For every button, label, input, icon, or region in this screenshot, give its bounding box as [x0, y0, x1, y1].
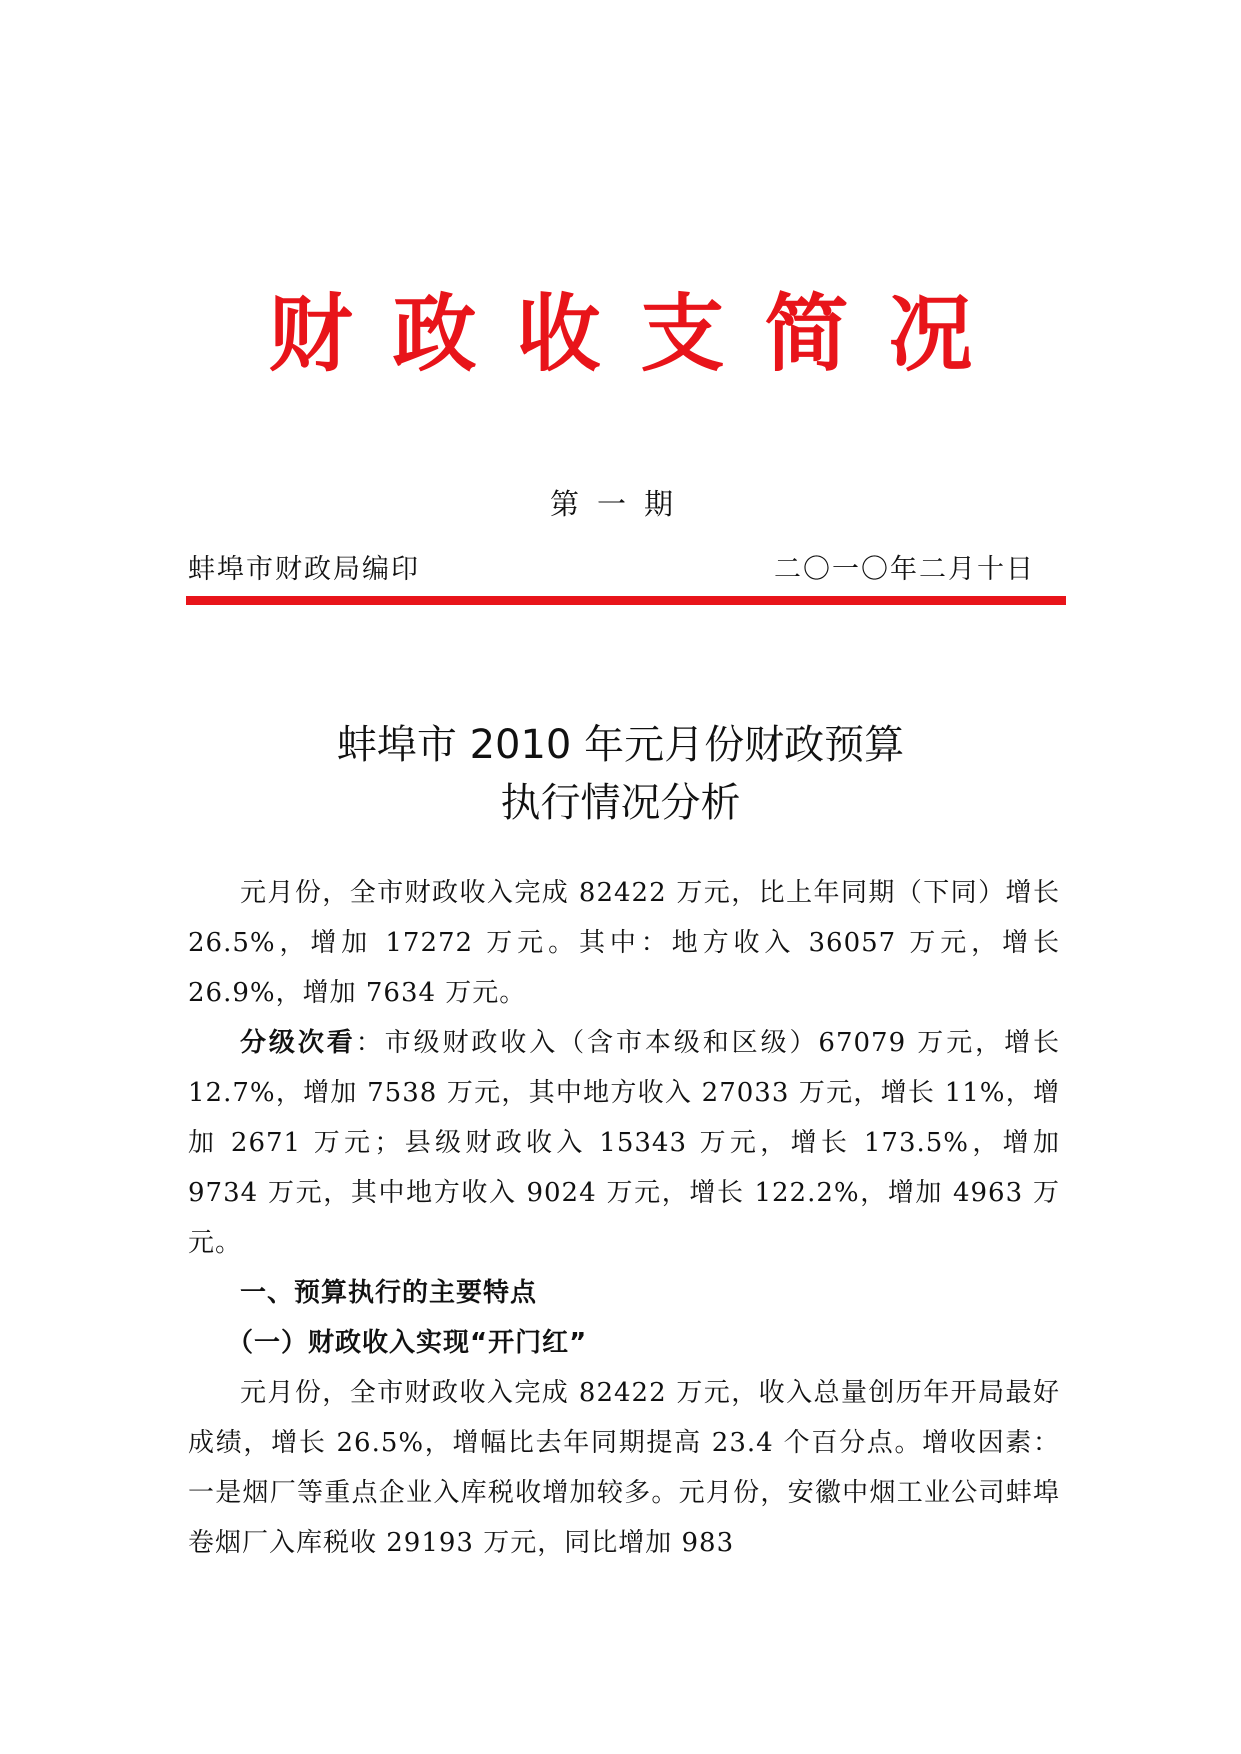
issue-number: 第一期 — [549, 487, 691, 521]
subsection-heading-1: （一）财政收入实现“开门红” — [227, 1328, 588, 1358]
paragraph-2-lead: 分级次看 — [240, 1028, 356, 1058]
paragraph-3: 元月份，全市财政收入完成 82422 万元，收入总量创历年开局最好成绩，增长 26.5%，增幅比去年同期提高 23.4 个百分点。增收因素：一是烟厂等重点企业入库税收增加较多。元月份，安徽中烟工业公司蚌埠卷烟厂入库税收 29193 万元，同比增加 983 — [188, 1378, 1060, 1558]
section-heading-1: 一、预算执行的主要特点 — [240, 1278, 538, 1308]
masthead-title: 财政收支简况 — [268, 285, 1013, 383]
article-title — [0, 716, 1241, 832]
publish-date: 二〇一〇年二月十日 — [774, 554, 1035, 585]
article-title-line2: 执行情况分析 — [500, 780, 741, 826]
red-divider — [186, 596, 1066, 605]
article-body — [188, 868, 1060, 1568]
article-title-line1: 蚌埠市 2010 年元月份财政预算 — [336, 722, 905, 768]
publisher: 蚌埠市财政局编印 — [188, 554, 420, 585]
paragraph-2 — [188, 1018, 1060, 1268]
paragraph-1: 元月份，全市财政收入完成 82422 万元，比上年同期（下同）增长 26.5%，增加 17272 万元。其中：地方收入 36057 万元，增长 26.9%，增加 7634 万元。 — [188, 878, 1060, 1008]
paragraph-2-body: ：市级财政收入（含市本级和区级）67079 万元，增长 12.7%，增加 7538 万元，其中地方收入 27033 万元，增长 11%，增加 2671 万元；县级财政收入 15343 万元，增长 173.5%，增加 9734 万元，其中地方收入 9024 万元，增长 122.2%，增加 4963 万元。 — [188, 1028, 1060, 1258]
